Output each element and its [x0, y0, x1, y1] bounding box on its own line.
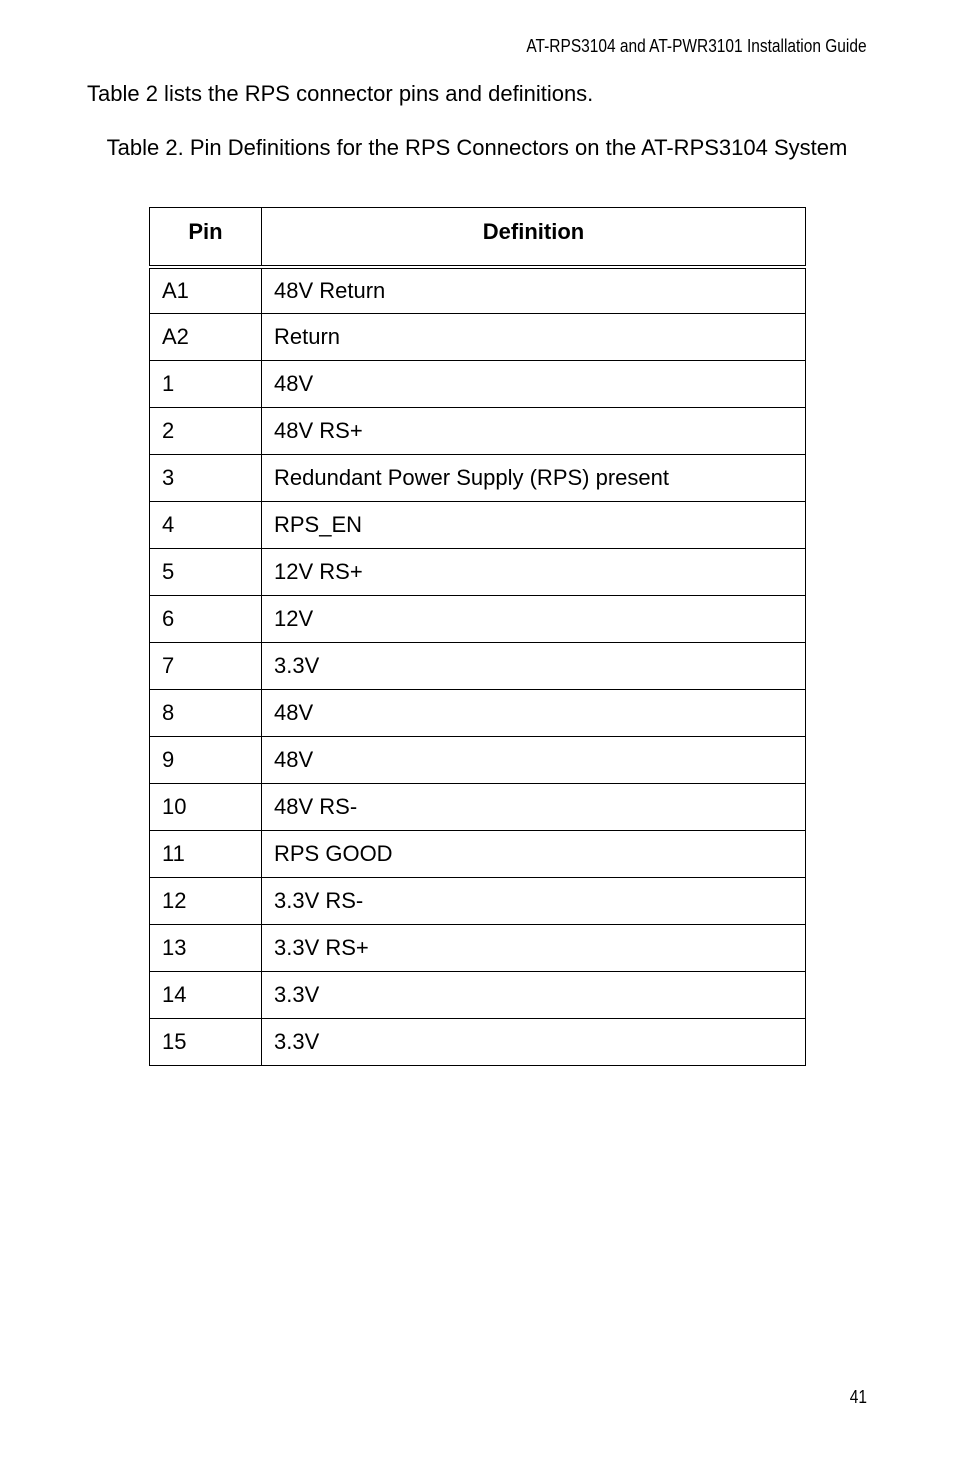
table-row — [150, 267, 806, 314]
pin-cell: 4 — [150, 502, 262, 549]
definition-cell: Redundant Power Supply (RPS) present — [262, 455, 806, 502]
pin-cell: 13 — [150, 925, 262, 972]
pin-definitions-table — [149, 207, 806, 1066]
pin-cell: 1 — [150, 361, 262, 408]
pin-cell: 8 — [150, 690, 262, 737]
definition-cell: 48V — [262, 690, 806, 737]
table-row — [150, 831, 806, 878]
table-header-row — [150, 208, 806, 267]
definition-cell: 3.3V RS- — [262, 878, 806, 925]
definition-cell: 3.3V — [262, 643, 806, 690]
table-row — [150, 314, 806, 361]
table-row — [150, 643, 806, 690]
pin-cell: A1 — [150, 267, 262, 314]
pin-cell: 10 — [150, 784, 262, 831]
intro-paragraph: Table 2 lists the RPS connector pins and definitions. — [87, 81, 594, 106]
definition-cell: 48V Return — [262, 267, 806, 314]
pin-cell: 14 — [150, 972, 262, 1019]
pin-cell: A2 — [150, 314, 262, 361]
definition-cell: 3.3V — [262, 972, 806, 1019]
page-number: 41 — [849, 1387, 867, 1407]
pin-cell: 15 — [150, 1019, 262, 1066]
table-row — [150, 596, 806, 643]
column-header-definition: Definition — [262, 208, 806, 267]
column-header-pin: Pin — [150, 208, 262, 267]
table-row — [150, 972, 806, 1019]
definition-cell: 3.3V — [262, 1019, 806, 1066]
definition-cell: 48V RS- — [262, 784, 806, 831]
definition-cell: RPS_EN — [262, 502, 806, 549]
table-row — [150, 1019, 806, 1066]
table-caption: Table 2. Pin Definitions for the RPS Connectors on the AT-RPS3104 System — [106, 135, 848, 160]
definition-cell: 3.3V RS+ — [262, 925, 806, 972]
table-row — [150, 455, 806, 502]
definition-cell: 12V — [262, 596, 806, 643]
table-row — [150, 549, 806, 596]
table-row — [150, 408, 806, 455]
table-row — [150, 690, 806, 737]
table-row — [150, 925, 806, 972]
pin-cell: 2 — [150, 408, 262, 455]
pin-cell: 7 — [150, 643, 262, 690]
definition-cell: 48V RS+ — [262, 408, 806, 455]
running-header: AT-RPS3104 and AT-PWR3101 Installation Guide — [526, 36, 867, 56]
pin-cell: 3 — [150, 455, 262, 502]
definition-cell: 48V — [262, 737, 806, 784]
definition-cell: 48V — [262, 361, 806, 408]
definition-cell: 12V RS+ — [262, 549, 806, 596]
table-row — [150, 502, 806, 549]
pin-cell: 6 — [150, 596, 262, 643]
pin-cell: 9 — [150, 737, 262, 784]
table-row — [150, 361, 806, 408]
definition-cell: Return — [262, 314, 806, 361]
table-row — [150, 784, 806, 831]
pin-cell: 11 — [150, 831, 262, 878]
table-row — [150, 878, 806, 925]
table-row — [150, 737, 806, 784]
definition-cell: RPS GOOD — [262, 831, 806, 878]
pin-cell: 12 — [150, 878, 262, 925]
pin-cell: 5 — [150, 549, 262, 596]
